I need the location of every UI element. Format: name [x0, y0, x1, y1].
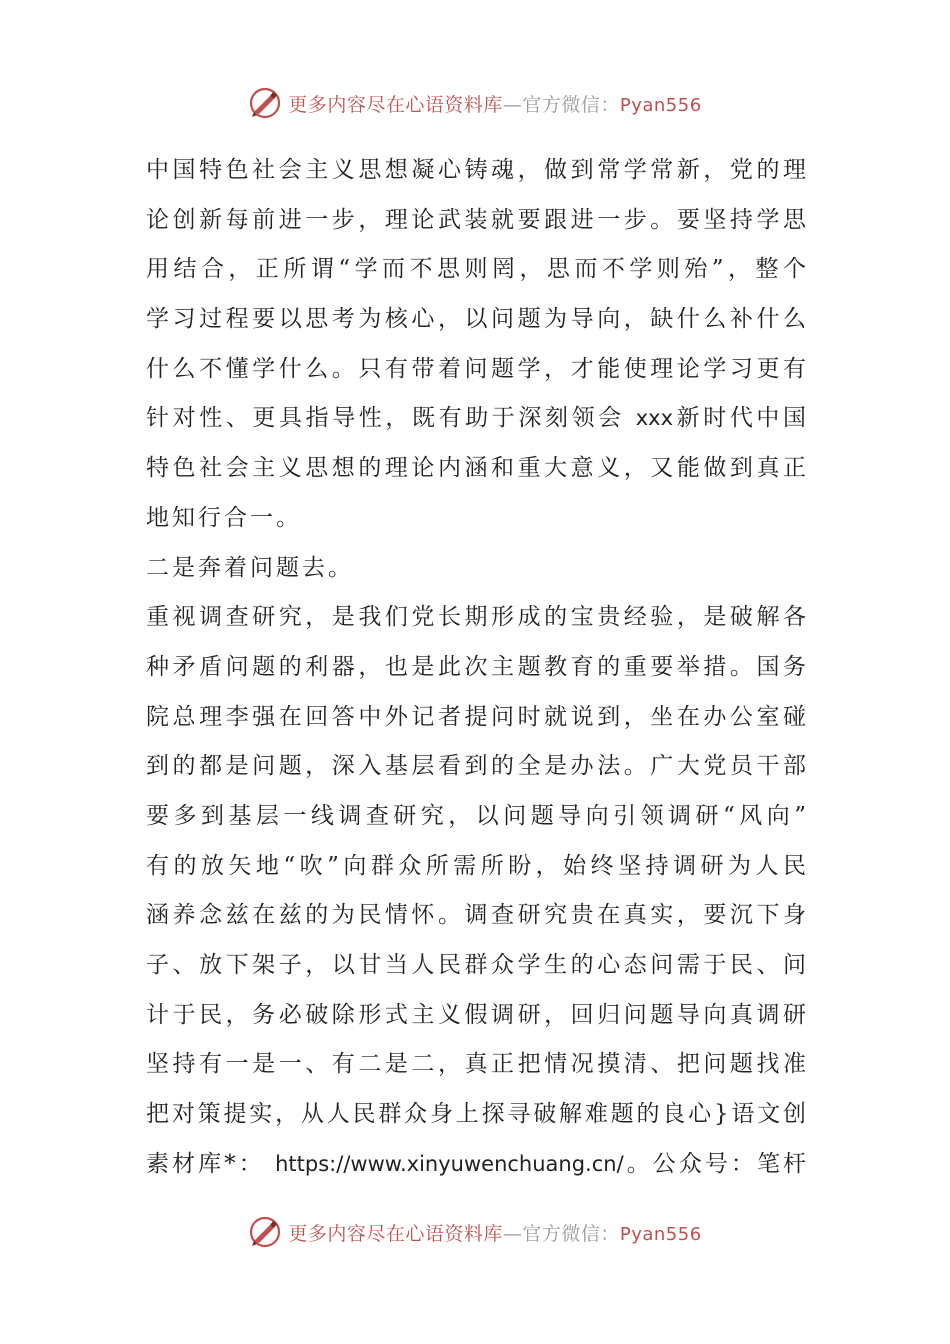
- text-line-segment: 针对性、更具指导性，既有助于深刻领会: [146, 405, 625, 432]
- text-line-segment: 用结合，正所谓“学而不思则罔，思而不学则殆”，整个: [146, 256, 806, 283]
- text-line: [146, 941, 806, 991]
- document-body: [146, 146, 806, 1189]
- text-line-segment: 把对策提实，从人民群众身上探寻破解难题的良心}语文创: [146, 1101, 806, 1128]
- text-line: [146, 295, 806, 345]
- text-line-segment: 院总理李强在回答中外记者提问时就说到，坐在办公室碰: [146, 703, 806, 730]
- header-main-text: 更多内容尽在心语资料库: [288, 93, 503, 116]
- text-line: [146, 643, 806, 693]
- text-line-segment: 要多到基层一线调查研究，以问题导向引领调研“风向”: [146, 802, 806, 829]
- text-line: [146, 345, 806, 395]
- text-line-segment: 有的放矢地“吹”向群众所需所盼，始终坚持调研为人民: [146, 852, 806, 879]
- text-line: [146, 792, 806, 842]
- footer-sub-text: 官方微信：: [522, 1222, 620, 1245]
- text-line: [146, 146, 806, 196]
- text-line: [146, 842, 806, 892]
- text-line-segment: 到的都是问题，深入基层看到的全是办法。广大党员干部: [146, 753, 806, 780]
- header-wechat-id: Pyan556: [619, 94, 702, 116]
- header-sub-text: 官方微信：: [522, 93, 620, 116]
- text-line-segment: 坚持有一是一、有二是二，真正把情况摸清、把问题找准: [146, 1051, 806, 1078]
- text-line-segment: 二是奔着问题去。: [146, 554, 354, 581]
- text-line-latin: https://www.xinyuwenchuang.cn/: [275, 1151, 624, 1176]
- text-line: [146, 494, 806, 544]
- text-line-segment: 重视调查研究，是我们党长期形成的宝贵经验，是破解各: [146, 604, 806, 631]
- text-line-segment: 素材库*：: [146, 1150, 265, 1177]
- header-separator: —: [502, 93, 523, 116]
- text-line: [146, 991, 806, 1041]
- text-line-segment: 中国特色社会主义思想凝心铸魂，做到常学常新，党的理: [146, 157, 806, 183]
- header-text: [288, 90, 701, 117]
- text-line: [146, 1140, 806, 1190]
- text-line: [146, 1090, 806, 1140]
- footer-banner: [0, 1212, 950, 1252]
- text-line: [146, 1040, 806, 1090]
- text-line-latin: xxx: [635, 406, 674, 431]
- pen-logo-icon: [248, 86, 282, 120]
- text-line: [146, 891, 806, 941]
- text-line: [146, 693, 806, 743]
- footer-main-text: 更多内容尽在心语资料库: [288, 1222, 503, 1245]
- text-line-segment: 子、放下架子，以甘当人民群众学生的心态问需于民、问: [146, 952, 806, 978]
- footer-text: [288, 1219, 701, 1246]
- text-line: [146, 544, 806, 594]
- text-line-segment: 特色社会主义思想的理论内涵和重大意义，又能做到真正: [146, 455, 806, 482]
- text-line: [146, 444, 806, 494]
- footer-wechat-id: Pyan556: [619, 1223, 702, 1245]
- text-line: [146, 245, 806, 295]
- text-line: [146, 742, 806, 792]
- text-line-segment: 计于民，务必破除形式主义假调研，回归问题导向真调研: [146, 1001, 806, 1028]
- text-line-segment: 种矛盾问题的利器，也是此次主题教育的重要举措。国务: [146, 653, 806, 680]
- text-line-segment: 涵养念兹在兹的为民情怀。调查研究贵在真实，要沉下身: [146, 902, 806, 929]
- footer-separator: —: [502, 1222, 523, 1245]
- header-banner: [0, 83, 950, 123]
- text-line-segment: 。公众号：笔杆: [623, 1150, 806, 1177]
- text-line-segment: 地知行合一。: [146, 504, 302, 531]
- text-line-segment: 论创新每前进一步，理论武装就要跟进一步。要坚持学思: [146, 206, 806, 233]
- text-line: [146, 593, 806, 643]
- pen-logo-icon: [248, 1215, 282, 1249]
- text-line-segment: 什么不懂学什么。只有带着问题学，才能使理论学习更有: [146, 355, 806, 382]
- text-line-segment: 新时代中国: [673, 405, 806, 432]
- text-line-segment: 学习过程要以思考为核心，以问题为导向，缺什么补什么: [146, 306, 806, 333]
- text-line: [146, 394, 806, 444]
- text-line: [146, 196, 806, 246]
